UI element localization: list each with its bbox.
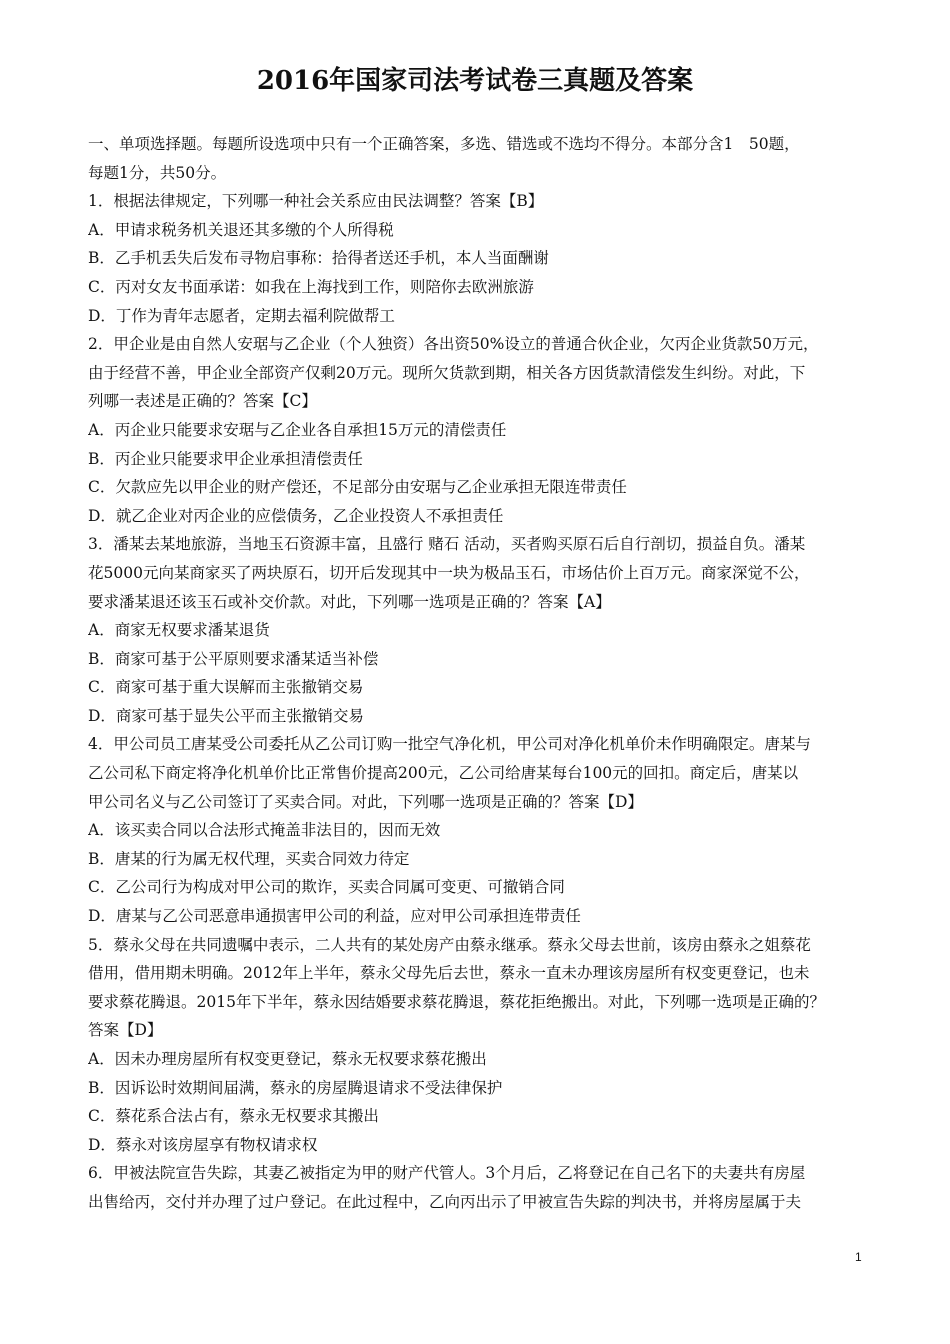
text-line: 答案【D】 <box>88 1021 163 1040</box>
text-line: C．乙公司行为构成对甲公司的欺诈，买卖合同属可变更、可撤销合同 <box>88 878 565 897</box>
text-line: 6．甲被法院宣告失踪，其妻乙被指定为甲的财产代管人。3个月后，乙将登记在自己名下的夫妻共有房屋 <box>88 1164 806 1183</box>
text-line: A．丙企业只能要求安琚与乙企业各自承担15万元的清偿责任 <box>88 420 507 439</box>
text-line: 要求蔡花腾退。2015年下半年，蔡永因结婚要求蔡花腾退，蔡花拒绝搬出。对此，下列哪一选项是正确的？ <box>88 992 825 1011</box>
text-line: 每题1分，共50分。 <box>88 163 227 182</box>
text-line: 出售给丙，交付并办理了过户登记。在此过程中，乙向丙出示了甲被宣告失踪的判决书，并将房屋属于夫 <box>88 1192 802 1211</box>
text-line: A．因未办理房屋所有权变更登记，蔡永无权要求蔡花搬出 <box>88 1050 487 1068</box>
text-line: A．商家无权要求潘某退货 <box>88 621 270 640</box>
text-line: 3．潘某去某地旅游，当地玉石资源丰富，且盛行 赌石 活动，买者购买原石后自行剖切，损益自负。潘某 <box>88 535 806 554</box>
text-line: A．甲请求税务机关退还其多缴的个人所得税 <box>88 220 394 239</box>
text-line: C．商家可基于重大误解而主张撤销交易 <box>88 678 364 697</box>
text-line: B．乙手机丢失后发布寻物启事称：拾得者送还手机，本人当面酬谢 <box>88 249 549 268</box>
text-line: 列哪一表述是正确的？答案【C】 <box>88 392 317 411</box>
text-line: 由于经营不善，甲企业全部资产仅剩20万元。现所欠货款到期，相关各方因货款清偿发生纠纷。对此，下 <box>88 363 806 382</box>
text-line: 花5000元向某商家买了两块原石，切开后发现其中一块为极品玉石，市场估价上百万元。商家深觉不公， <box>88 563 810 582</box>
text-line: 乙公司私下商定将净化机单价比正常售价提高200元，乙公司给唐某每台100元的回扣。商定后，唐某以 <box>88 764 799 783</box>
text-line: D．就乙企业对丙企业的应偿债务，乙企业投资人不承担责任 <box>88 506 504 525</box>
text-line: 4．甲公司员工唐某受公司委托从乙公司订购一批空气净化机，甲公司对净化机单价未作明确限定。唐某与 <box>88 735 811 754</box>
document-body <box>88 130 863 1217</box>
text-line: D．蔡永对该房屋享有物权请求权 <box>88 1135 318 1154</box>
text-line: 1．根据法律规定，下列哪一种社会关系应由民法调整？答案【B】 <box>88 192 544 211</box>
text-line: 2．甲企业是由自然人安琚与乙企业（个人独资）各出资50%设立的普通合伙企业，欠丙企业货款50万元， <box>88 335 819 354</box>
text-line: 5．蔡永父母在共同遗嘱中表示，二人共有的某处房产由蔡永继承。蔡永父母去世前，该房由蔡永之姐蔡花 <box>88 935 811 954</box>
text-line: B．因诉讼时效期间届满，蔡永的房屋腾退请求不受法律保护 <box>88 1078 503 1097</box>
text-line: B．丙企业只能要求甲企业承担清偿责任 <box>88 449 363 468</box>
text-line: C．丙对女友书面承诺：如我在上海找到工作，则陪你去欧洲旅游 <box>88 277 534 296</box>
page-number: 1 <box>855 1250 862 1264</box>
text-line: D．商家可基于显失公平而主张撤销交易 <box>88 706 364 725</box>
text-line: D．丁作为青年志愿者，定期去福利院做帮工 <box>88 306 395 325</box>
text-line: B．商家可基于公平原则要求潘某适当补偿 <box>88 649 379 668</box>
text-line: 借用，借用期未明确。2012年上半年，蔡永父母先后去世，蔡永一直未办理该房屋所有权变更登记，也未 <box>88 964 810 983</box>
text-line: C．欠款应先以甲企业的财产偿还，不足部分由安琚与乙企业承担无限连带责任 <box>88 478 627 497</box>
text-line: A．该买卖合同以合法形式掩盖非法目的，因而无效 <box>88 821 441 840</box>
text-line: B．唐某的行为属无权代理，买卖合同效力待定 <box>88 849 410 868</box>
text-line: 要求潘某退还该玉石或补交价款。对此，下列哪一选项是正确的？答案【A】 <box>88 592 611 611</box>
text-line: 甲公司名义与乙公司签订了买卖合同。对此，下列哪一选项是正确的？答案【D】 <box>88 792 643 811</box>
text-line: D．唐某与乙公司恶意串通损害甲公司的利益，应对甲公司承担连带责任 <box>88 907 581 926</box>
text-line: 一、单项选择题。每题所设选项中只有一个正确答案，多选、错选或不选均不得分。本部分含1 50题， <box>88 135 800 153</box>
document-title: 2016年国家司法考试卷三真题及答案 <box>256 66 694 96</box>
text-line: C．蔡花系合法占有，蔡永无权要求其搬出 <box>88 1107 379 1126</box>
